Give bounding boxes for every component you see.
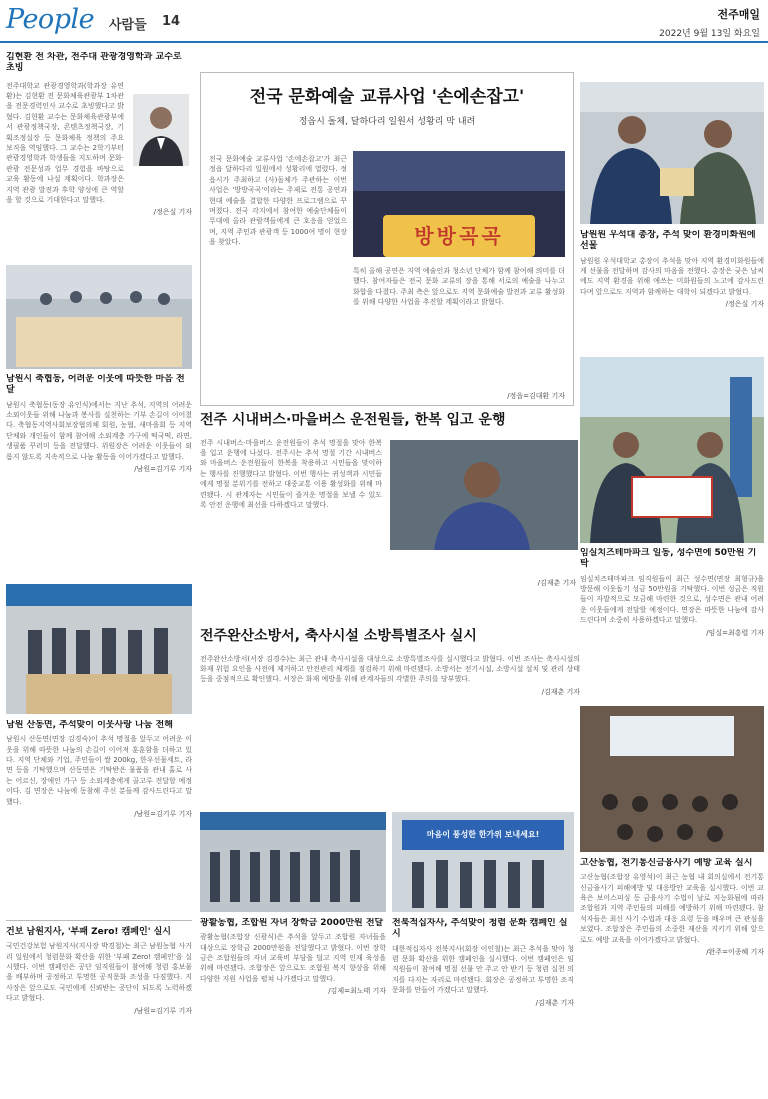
photo-banner-text: 방방곡곡	[414, 224, 504, 248]
main-subheadline: 정읍시 돌체, 달하다리 일원서 성황리 막 내려	[298, 117, 476, 128]
article-body: 전주완산소방서(서장 김경수)는 최근 관내 축사시설을 대상으로 소방특별조사를 실시했다고 밝혔다. 이번 조사는 축사시설의 화재 위험 요인을 사전에 제거하고 안전관리 체계를 점검하기 위해 마련됐다. 소방서는 전기시설, 소방시설 설치 및 관리 상태 등을 중점적으로 확인했다. 서장은 화재 예방을 위해 관계자들의 각별한 주의를 당부했다.	[200, 654, 580, 684]
article-byline: /남원=김기루 기자	[134, 464, 192, 473]
article-imsil	[580, 548, 764, 698]
photo-chukhyup	[6, 265, 192, 369]
article-main	[200, 72, 574, 406]
article-byline: /완주=이종혜 기자	[706, 948, 764, 957]
article-byline: /김재춘 기자	[541, 687, 580, 696]
article-body: 국민건강보험 남원지사(지사장 박경철)는 최근 남원농협 사거리 일원에서 청렴문화 확산을 위한 '부패 Zero! 캠페인'을 실시했다. 이번 캠페인은 공단 임직원들이 참여해 청렴 홍보물을 배부하며 공정하고 투명한 공직문화 조성을 다짐했다. 지사장은 앞으로도 국민에게 신뢰받는 공단이 되도록 노력하겠다고 밝혔다.	[6, 942, 192, 1003]
article-gochang	[580, 858, 764, 1092]
article-byline: /정은실 기자	[725, 300, 764, 309]
photo-banner-text: 마음이 풍성한 한가위 보내세요!	[426, 830, 540, 839]
seminar-photo-icon	[580, 706, 764, 852]
main-photo	[353, 151, 565, 257]
paper-name: 전주매일	[717, 8, 760, 21]
article-headline: 광활농협, 조합원 자녀 장학금 2000만원 전달	[200, 918, 384, 928]
group-photo-icon	[200, 812, 386, 912]
article-byline: /김재춘 기자	[537, 579, 576, 587]
article-headline: 남원시 축협동, 어려운 이웃에 따뜻한 마음 전달	[6, 374, 185, 396]
photo-gwanghwal	[200, 812, 386, 912]
article-byline: /임실=최흥렬 기자	[706, 628, 764, 637]
masthead-rule	[0, 41, 768, 43]
article-body: 대한적십자사 전북지사(회장 이인철)는 최근 추석을 맞아 청렴 문화 확산을 위한 캠페인을 실시했다. 이번 캠페인은 임직원들이 참여해 명절 선물 안 주고 안 받기 등 청렴 실천 의지를 다지는 자리로 마련됐다. 회장은 공정하고 투명한 조직 문화를 만들어 가겠다고 말했다.	[392, 944, 574, 995]
photo-gochang	[580, 706, 764, 852]
person-icon	[133, 94, 189, 166]
article-geonbo	[6, 920, 192, 1099]
donation-photo-icon	[580, 357, 764, 543]
bus-driver-icon	[390, 440, 578, 550]
article-headline: 고산농협, 전기통신금융사기 예방 교육 실시	[580, 858, 753, 868]
article-headline: 남원 산동면, 추석맞이 이웃사랑 나눔 전해	[6, 720, 173, 730]
article-byline: /남원=김기루 기자	[134, 810, 192, 819]
article-byline: /정은실 기자	[153, 208, 192, 217]
article-body: 남원원 우석대학교 총장이 추석을 맞아 지역 환경미화원들에게 선물을 전달하며 감사의 마음을 전했다. 총장은 궂은 날씨에도 지역 환경을 위해 애쓰는 미화원들의 노고에 감사드린다며 앞으로도 지역과 함께하는 대학이 되겠다고 밝혔다.	[580, 256, 764, 296]
article-headline: 임실치즈테마파크 일동, 성수면에 50만원 기탁	[580, 548, 757, 570]
article-byline: /남원=김기루 기자	[134, 1006, 192, 1015]
article-headline: 김현환 전 차관, 전주대 관광경영학과 교수로 초빙	[6, 52, 182, 74]
section-logo: People	[6, 4, 95, 35]
article-body: 고산농협(조합장 유영석)이 최근 농협 내 회의실에서 전기통신금융사기 피해예방 및 대응방안 교육을 실시했다. 이번 교육은 보이스피싱 등 금융사기 수법이 날로 지능화됨에 따라 조합원과 지역 주민들의 피해를 예방하기 위해 마련됐다. 참석자들은 최신 사기 수법과 대응 요령 등을 배우며 큰 관심을 보였다. 조합장은 주민들의 소중한 재산을 지키기 위해 앞으로도 예방 교육을 이어가겠다고 밝혔다.	[580, 873, 764, 944]
page-number: 14	[162, 14, 181, 29]
masthead	[0, 0, 768, 42]
article-headline: 남원원 우석대 총장, 추석 맞이 환경미화원에 선물	[580, 230, 756, 252]
photo-imsil	[580, 357, 764, 543]
photo-campaign	[392, 812, 574, 912]
article-body: 남원시 축협동(동장 유인식)에서는 지난 추석, 지역의 어려운 소외이웃들 위해 나눔과 봉사를 실천하는 기부 손길이 이어졌다. 축협동지역사회보장협의체 회원, 농협, 새마을회 등 지역 단체와 개인들이 함께 참여해 소외계층 가구에 떡국떡, 라면, 생필품 꾸러미 등을 전달했다. 위원장은 어려운 이웃들이 외롭지 않도록 지속적으로 나눔 활동을 이어가겠다고 말했다.	[6, 400, 192, 461]
article-body: 전국 문화예술 교류사업 '손에손잡고'가 최근 정읍 달하다리 일원에서 성황리에 열렸다. 정읍시가 주최하고 (사)돌체가 주관하는 이번 사업은 '방방곡곡'이라는 주제로 전통 공연과 현대 예술을 결합한 다양한 프로그램으로 꾸며졌다. 전국 각지에서 참여한 예술단체들이 무대에 올라 관람객들에게 큰 호응을 얻었으며, 지역 주민과 관광객 등 1000여 명이 현장을 찾았다.	[209, 155, 347, 247]
article-headline: 전주 시내버스·마을버스 운전원들, 한복 입고 운행	[200, 412, 506, 428]
group-photo-icon	[6, 265, 192, 369]
section-title-ko: 사람들	[109, 18, 147, 33]
article-body: 임실치즈테마파크 임직원들이 최근 성수면(면장 최형규)을 방문해 이웃돕기 성금 50만원을 기탁했다. 이번 성금은 직원들이 자발적으로 모금해 마련한 것으로, 성수면은 관내 어려운 이웃들에게 전달할 예정이다. 면장은 따뜻한 나눔에 감사드린다며 소중히 사용하겠다고 말했다.	[580, 574, 764, 625]
article-udae	[580, 230, 764, 355]
article-body: 전주 시내버스·마을버스 운전원들이 추석 명절을 맞아 한복을 입고 운행에 나섰다. 전주시는 추석 명절 기간 시내버스와 마을버스 운전원들이 한복을 착용하고 시민들을 맞이하는 행사를 진행했다고 밝혔다. 이번 행사는 귀성객과 시민들에게 명절 분위기를 전하고 대중교통 이용 활성화를 위해 마련됐다. 시 관계자는 시민들이 즐거운 명절을 보낼 수 있도록 안전 운행에 최선을 다하겠다고 말했다.	[200, 438, 382, 509]
gift-photo-icon	[580, 82, 764, 224]
article-body: 특히 올해 공연은 지역 예술인과 청소년 단체가 함께 참여해 의미를 더했다. 참여자들은 전국 문화 교류의 장을 통해 서로의 예술을 나누고 화합을 다졌다. 주최 측은 앞으로도 지역 문화예술 발전과 교류 활성화를 위해 다양한 사업을 추진할 계획이라고 밝혔다.	[353, 267, 565, 307]
article-byline: /김재춘 기자	[535, 998, 574, 1007]
group-photo-icon	[6, 584, 192, 714]
issue-date: 2022년 9월 13일 화요일	[659, 29, 760, 39]
article-body: 남원시 산동면(면장 김경숙)이 추석 명절을 앞두고 어려운 이웃을 위해 따뜻한 나눔의 손길이 이어져 훈훈함을 더하고 있다. 지역 단체와 기업, 주민들이 쌀 200kg, 한우선물세트, 라면 등을 기탁했으며 산동면은 기탁받은 물품을 관내 홀로 사는 어르신, 장애인 가구 등 소외계층에게 골고루 전달할 예정이다. 김 면장은 나눔에 동참해 주신 분들께 감사드린다고 말했다.	[6, 735, 192, 806]
photo-udae	[580, 82, 764, 224]
article-byline: /정읍=김대환 기자	[507, 392, 565, 400]
article-bus	[200, 412, 580, 592]
photo-bus-driver	[390, 440, 578, 550]
article-campaign	[392, 918, 574, 1092]
article-kim	[6, 52, 192, 260]
article-headline: 전북적십자사, 추석맞이 청렴 문화 캠페인 실시	[392, 918, 568, 940]
article-headline: 전주완산소방서, 축사시설 소방특별조사 실시	[200, 628, 477, 644]
article-byline: /김제=최노태 기자	[328, 987, 386, 996]
article-chukhyup	[6, 374, 192, 574]
photo-sandong	[6, 584, 192, 714]
article-fire	[200, 628, 580, 808]
article-sandong	[6, 720, 192, 905]
article-body: 광활농협(조합장 신광식)은 추석을 앞두고 조합원 자녀들을 대상으로 장학금 2000만원을 전달했다고 밝혔다. 이번 장학금은 조합원들의 자녀 교육비 부담을 덜고 지역 인재 육성을 위해 마련됐다. 조합장은 앞으로도 조합원 복지 향상을 위해 다양한 지원 사업을 펼쳐 나가겠다고 말했다.	[200, 933, 386, 983]
main-headline: 전국 문화예술 교류사업 '손에손잡고'	[249, 87, 525, 107]
portrait-photo	[133, 94, 189, 166]
article-headline: 건보 남원지사, '부패 Zero! 캠페인' 실시	[6, 927, 171, 937]
article-gwanghwal	[200, 918, 386, 1092]
article-body: 전주대학교 관광경영학과(학과장 유연환)는 김현환 전 문화체육관광부 1차관을 전문경력인사 교수로 초빙했다고 밝혔다. 김현환 교수는 문화체육관광부에서 관광정책국장, 콘텐츠정책국장, 기획조정실장 등 문화체육 정책의 주요 보직을 역임했다. 그 교수는 2학기부터 관광경영학과 학생들을 지도하며 문화·관광 전문성과 업무 경험을 바탕으로 교육 활동에 나설 계획이다. 학과장은 지역 관광 발전과 후학 양성에 큰 역할을 할 것으로 기대한다고 말했다.	[6, 81, 124, 204]
